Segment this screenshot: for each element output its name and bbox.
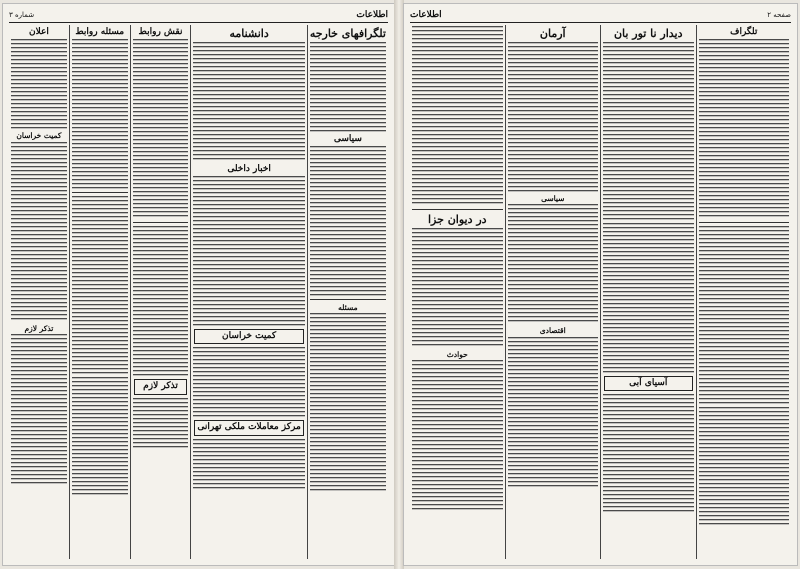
divider bbox=[412, 209, 503, 210]
left-page-header bbox=[9, 8, 388, 23]
divider bbox=[310, 299, 386, 300]
ad-box: مرکز معاملات ملکی تهرانی bbox=[194, 420, 303, 435]
right-column-2 bbox=[600, 25, 696, 559]
headline: کمیت خراسان bbox=[16, 131, 62, 141]
headline: آرمان bbox=[539, 27, 566, 40]
headline: اعلان bbox=[28, 27, 49, 37]
right-page-header bbox=[410, 8, 791, 23]
divider bbox=[699, 222, 790, 223]
headline: در دیوان جزا bbox=[427, 213, 487, 226]
headline: سیاسی bbox=[541, 193, 565, 203]
article-text bbox=[699, 407, 790, 527]
article-text bbox=[11, 142, 67, 322]
headline: دانشنامه bbox=[229, 27, 269, 40]
ad-box: کمیت خراسان bbox=[194, 329, 303, 344]
article-text bbox=[11, 334, 67, 484]
headline: دیدار نا تور بان bbox=[613, 27, 683, 40]
right-header-date: صفحه ۲ bbox=[767, 11, 791, 19]
article-text bbox=[310, 42, 386, 132]
left-column-1 bbox=[307, 25, 388, 559]
right-columns bbox=[410, 25, 791, 559]
article-text bbox=[193, 42, 304, 162]
article-text bbox=[193, 176, 304, 326]
left-column-5 bbox=[9, 25, 69, 559]
page-gutter bbox=[394, 0, 404, 569]
article-text bbox=[508, 204, 599, 324]
headline: تذکر لازم bbox=[24, 323, 54, 333]
article-text bbox=[699, 226, 790, 406]
left-column-3 bbox=[130, 25, 191, 559]
right-column-3 bbox=[505, 25, 601, 559]
headline: نقش روابط bbox=[138, 27, 183, 37]
divider bbox=[133, 222, 189, 223]
headline: حوادث bbox=[446, 349, 468, 359]
headline: اخبار داخلی bbox=[227, 163, 271, 174]
article-text bbox=[72, 377, 128, 497]
article-text bbox=[310, 313, 386, 493]
right-masthead: اطلاعات bbox=[410, 10, 442, 20]
article-text bbox=[133, 39, 189, 219]
left-columns bbox=[9, 25, 388, 559]
right-page bbox=[404, 4, 797, 565]
article-text bbox=[699, 39, 790, 219]
headline: مسئله bbox=[338, 303, 358, 312]
article-text bbox=[72, 39, 128, 189]
left-masthead: اطلاعات bbox=[356, 10, 388, 20]
article-text bbox=[603, 394, 694, 514]
article-text bbox=[412, 360, 503, 510]
left-page bbox=[3, 4, 394, 565]
headline: تلگراف bbox=[730, 27, 758, 37]
divider bbox=[72, 192, 128, 193]
right-column-4 bbox=[410, 25, 505, 559]
headline: اقتصادی bbox=[539, 326, 566, 336]
ad-box: تذکر لازم bbox=[134, 379, 188, 394]
headline: مسئله روابط bbox=[75, 27, 125, 37]
ad-text bbox=[193, 347, 304, 417]
article-text bbox=[11, 39, 67, 129]
left-header-date: شماره ۳ bbox=[9, 11, 35, 19]
ad-text bbox=[133, 398, 189, 448]
right-column-1 bbox=[696, 25, 792, 559]
left-column-2 bbox=[190, 25, 306, 559]
article-text bbox=[508, 337, 599, 487]
article-text bbox=[603, 42, 694, 222]
article-text bbox=[508, 42, 599, 192]
article-text bbox=[72, 196, 128, 376]
left-column-4 bbox=[69, 25, 130, 559]
headline: تلگرافهای خارجه bbox=[309, 27, 386, 40]
ad-text bbox=[193, 439, 304, 489]
article-text bbox=[603, 223, 694, 373]
article-text bbox=[133, 226, 189, 376]
article-text bbox=[310, 146, 386, 296]
article-text bbox=[412, 26, 503, 206]
headline-boxed: آسیای آبی bbox=[604, 376, 693, 391]
article-text bbox=[412, 228, 503, 348]
headline: سیاسی bbox=[333, 133, 362, 144]
